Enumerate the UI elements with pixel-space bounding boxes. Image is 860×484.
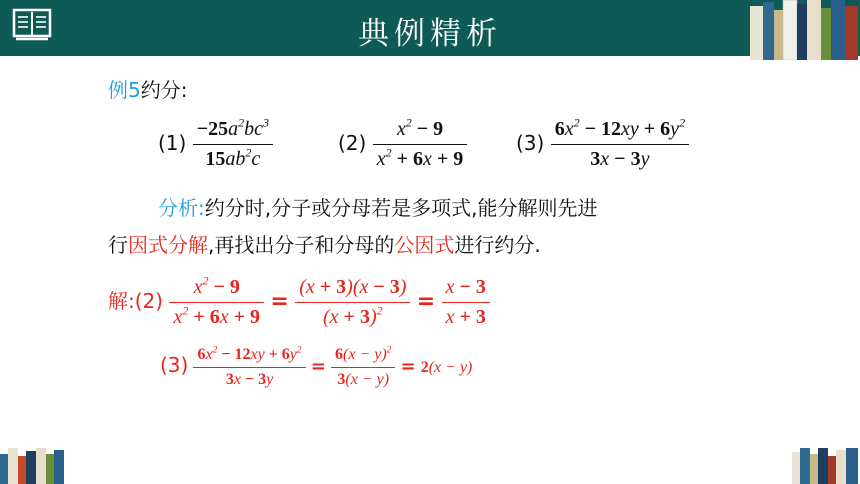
analysis-text-2e: 进行约分. [454, 233, 541, 257]
analysis-text-2c: ,再找出分子和分母的 [208, 233, 395, 257]
problem-2-fraction: $\frac{x^2 - 9}{x^2 + 6x + 9}$ [373, 118, 468, 171]
problem-1-index: (1) [158, 131, 187, 155]
analysis-line-2 [108, 229, 541, 258]
page-title: 典例精析 [358, 16, 502, 52]
solution-3-index: (3) [160, 353, 189, 377]
solution-3-result: 2(x − y) [420, 359, 473, 376]
analysis-text-2a: 行 [108, 233, 128, 257]
problem-1-fraction: $\frac{-25a^2bc^3}{15ab^2c}$ [193, 118, 273, 171]
books-decoration-bottom-left [0, 448, 70, 484]
solution-2: 解:(2) $\frac{x^2 - 9}{x^2 + 6x + 9}$ = $\frac{(x + 3)(x - 3)}{(x + 3)^2}$ = $\frac{x - 3}{x + 3}$ [108, 276, 490, 329]
solution-label: 解: [108, 289, 135, 313]
keyword-common-factor: 公因式 [394, 233, 455, 257]
solution-2-frac-2: $\frac{(x + 3)(x - 3)}{(x + 3)^2}$ [295, 276, 410, 329]
books-decoration-top [746, 0, 860, 60]
problem-3-fraction: $\frac{6x^2 - 12xy + 6y^2}{3x - 3y}$ [551, 118, 689, 171]
problem-3 [516, 115, 689, 171]
problem-2-index: (2) [338, 131, 367, 155]
solution-2-frac-3: $\frac{x - 3}{x + 3}$ [442, 276, 490, 329]
problem-2 [338, 115, 467, 171]
header-bar [0, 0, 860, 56]
problem-3-index: (3) [516, 131, 545, 155]
example-instruction: 约分: [140, 78, 188, 102]
books-decoration-bottom-right [792, 448, 860, 484]
example-heading [108, 74, 187, 103]
analysis-label: 分析: [158, 196, 205, 220]
solution-3-frac-2: $\frac{6(x - y)^2}{3(x - y)}$ [331, 346, 395, 389]
solution-2-index: (2) [134, 289, 164, 313]
solution-2-frac-1: $\frac{x^2 - 9}{x^2 + 6x + 9}$ [169, 276, 264, 329]
problem-1 [158, 115, 273, 171]
analysis-line-1 [158, 192, 597, 221]
solution-3: (3) $\frac{6x^2 - 12xy + 6y^2}{3x - 3y}$ = $\frac{6(x - y)^2}{3(x - y)}$ = 2(x − y) [160, 344, 473, 388]
example-label: 例5 [108, 78, 141, 102]
analysis-text-1: 约分时,分子或分母若是多项式,能分解则先进 [204, 196, 598, 220]
solution-3-frac-1: $\frac{6x^2 - 12xy + 6y^2}{3x - 3y}$ [193, 346, 305, 389]
keyword-factorization: 因式分解 [128, 233, 208, 257]
